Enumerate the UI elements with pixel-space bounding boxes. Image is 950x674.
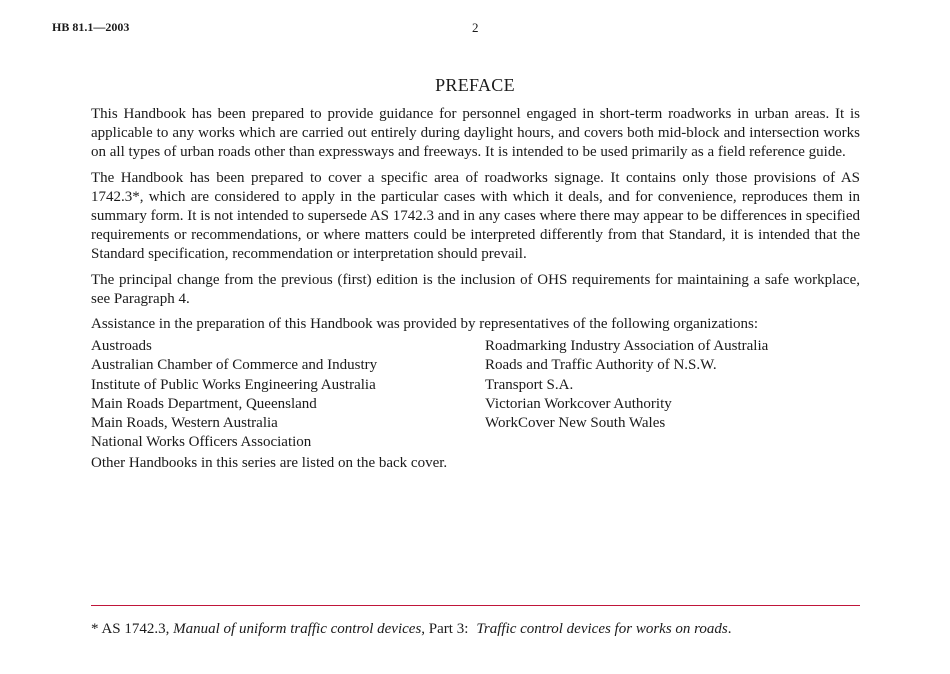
footnote-marker: * <box>91 621 99 637</box>
organization-list <box>91 337 860 452</box>
closing-note: Other Handbooks in this series are listed on the back cover. <box>91 455 448 472</box>
paragraph-coverage: The Handbook has been prepared to cover a specific area of roadworks signage. It contains only those provisions of AS 1742.3*, which are considered to apply in the particular cases with which it deals, and for convenience, reproduces them in summary form. It is not intended to supersede AS 1742.3 and in any cases where there may appear to be differences in specified requirements or recommendations, or where matters could be interpreted differently from that Standard, it is intended that the Standard specification, recommendation or interpretation should prevail. <box>91 169 860 263</box>
paragraph-changes: The principal change from the previous (first) edition is the inclusion of OHS requirements for maintaining a safe workplace, see Paragraph 4. <box>91 271 860 307</box>
organization-item: Roadmarking Industry Association of Australia <box>485 338 769 355</box>
footnote <box>91 621 732 638</box>
page-number: 2 <box>472 20 479 35</box>
organization-item: Main Roads, Western Australia <box>91 415 278 432</box>
organization-item: Main Roads Department, Queensland <box>91 395 317 412</box>
organization-column-right <box>485 337 768 452</box>
preface-body <box>91 105 860 474</box>
footnote-part: , Part 3: <box>421 621 469 637</box>
footnote-title: Manual of uniform traffic control devices <box>173 621 422 637</box>
organization-item: Victorian Workcover Authority <box>485 395 672 412</box>
footnote-divider <box>91 605 860 606</box>
organization-item: Institute of Public Works Engineering Australia <box>91 376 376 393</box>
organization-item: Transport S.A. <box>485 376 574 393</box>
page-title: PREFACE <box>435 75 515 95</box>
organization-item: National Works Officers Association <box>91 434 312 451</box>
paragraph-scope: This Handbook has been prepared to provide guidance for personnel engaged in short-term roadworks in urban areas. It is applicable to any works which are carried out entirely during daylight hours, and covers both mid-block and intersection works on all types of urban roads other than expressways and freeways. It is intended to be used primarily as a field reference guide. <box>91 106 860 161</box>
footnote-end: . <box>727 621 732 637</box>
organization-item: Australian Chamber of Commerce and Industry <box>91 357 378 374</box>
organization-item: WorkCover New South Wales <box>485 415 666 432</box>
footnote-part-title: Traffic control devices for works on roads <box>476 621 728 637</box>
footnote-standard: AS 1742.3, <box>101 621 170 637</box>
organization-column-left <box>91 337 485 452</box>
document-id: HB 81.1—2003 <box>52 20 130 34</box>
organization-item: Austroads <box>91 338 152 355</box>
paragraph-assistance: Assistance in the preparation of this Handbook was provided by representatives of the following organizations: <box>91 316 759 333</box>
organization-item: Roads and Traffic Authority of N.S.W. <box>485 357 717 374</box>
